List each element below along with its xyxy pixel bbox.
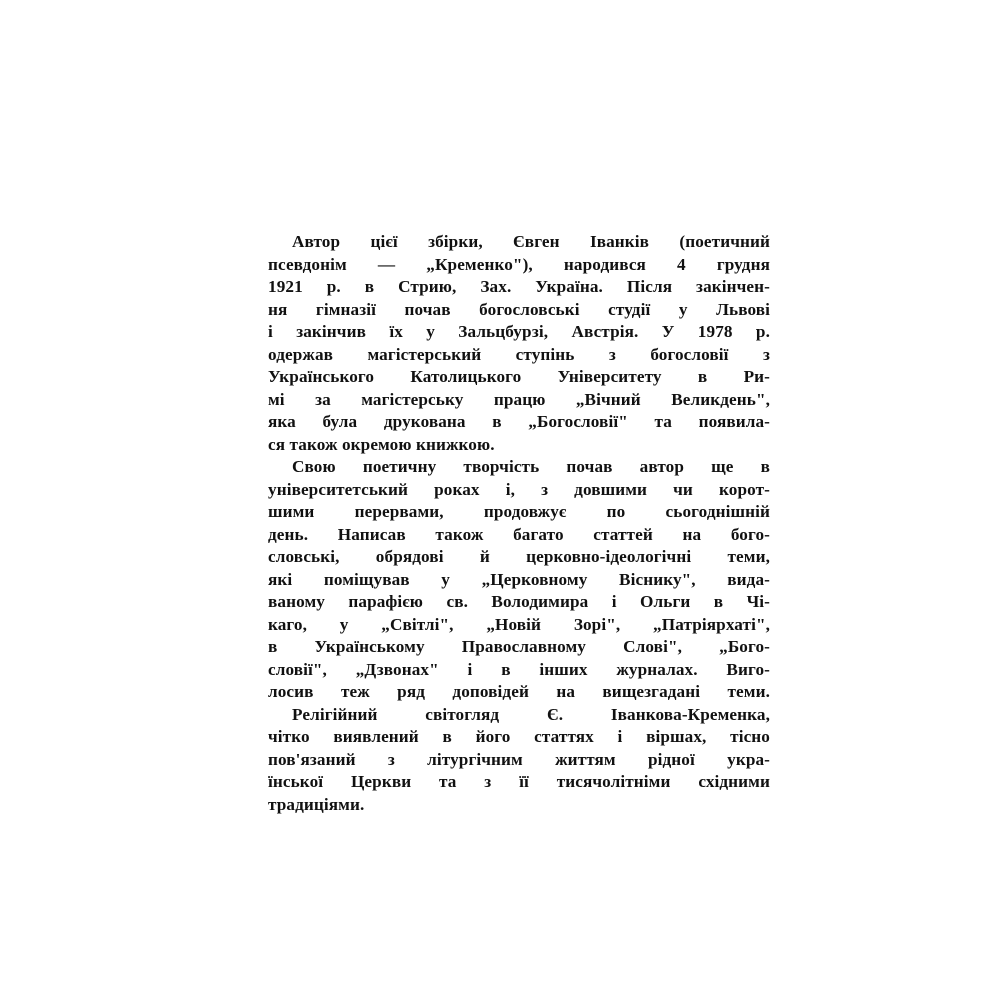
text-line: словії", „Дзвонах" і в інших журналах. Виго- [268, 659, 770, 679]
text-line: одержав магістерський ступінь з богословії з [268, 344, 770, 364]
text-line: їнської Церкви та з її тисячолітніми східними [268, 772, 770, 791]
author-biography-text [268, 231, 770, 816]
text-line: псевдонім — „Кременко"), народився 4 грудня [268, 254, 770, 274]
text-line: в Українському Православному Слові", „Бого- [268, 637, 770, 656]
text-line: чітко виявлений в його статтях і віршах, тісно [268, 727, 770, 746]
text-line: ваному парафією св. Володимира і Ольги в Чі- [268, 592, 770, 611]
text-line: Релігійний світогляд Є. Іванкова-Кременка, [292, 704, 770, 724]
text-line: і закінчив їх у Зальцбурзі, Австрія. У 1978 р. [268, 322, 770, 341]
text-line: традиціями. [268, 794, 365, 814]
text-line: шими перервами, продовжує по сьогоднішній [268, 502, 770, 521]
text-line: університетський роках і, з довшими чи корот- [268, 479, 770, 499]
text-line: які поміщував у „Церковному Віснику", вида- [268, 569, 770, 589]
text-line: мі за магістерську працю „Вічний Великдень", [268, 389, 770, 409]
text-line: лосив теж ряд доповідей на вищезгадані теми. [268, 682, 770, 701]
text-line: яка була друкована в „Богословії" та появила- [268, 412, 770, 431]
text-line: день. Написав також багато статтей на бого- [268, 524, 770, 544]
text-line: ня гімназії почав богословські студії у Львові [268, 299, 770, 319]
text-line: ся також окремою книжкою. [268, 434, 495, 454]
text-line: Автор цієї збірки, Євген Іванків (поетичний [292, 232, 770, 251]
text-line: пов'язаний з літургічним життям рідної укра- [268, 749, 770, 769]
text-line: словські, обрядові й церковно-ідеологічні теми, [268, 547, 770, 566]
text-line: каго, у „Світлі", „Новій Зорі", „Патріярхаті", [268, 614, 770, 634]
text-line: 1921 р. в Стрию, Зах. Україна. Після закінчен- [268, 277, 770, 296]
text-line: Свою поетичну творчість почав автор ще в [292, 457, 770, 476]
text-line: Українського Католицького Університету в Ри- [268, 367, 770, 386]
